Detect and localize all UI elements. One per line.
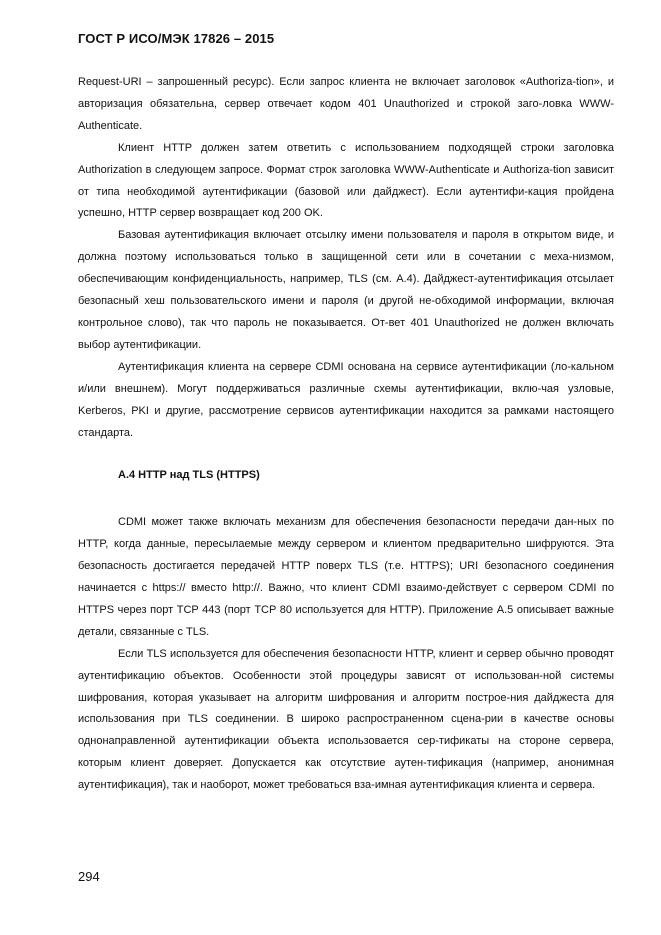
paragraph-tls-usage: Если TLS используется для обеспечения безопасности HTTP, клиент и сервер обычно проводят аутентификацию объектов. Особенности этой процедуры зависят от использован-ной системы шифрования, которая указывает на алгоритм шифрования и алгоритм построе-ния дайджеста для использования при TLS соединении. В широко распространенном сцена-рии в качестве основы однонаправленной аутентификации объекта использовается сер-тификаты на стороне сервера, которым клиент доверяет. Допускается как отсутствие аутен-тификация (например, анонимная аутентификация), так и наоборот, может требоваться вза-имная аутентификация клиента и сервера. (78, 647, 614, 792)
section-heading: A.4 HTTP над TLS (HTTPS) (118, 469, 260, 482)
paragraph-basic-auth: Базовая аутентификация включает отсылку имени пользователя и пароля в открытом виде, и должна поэтому использоваться только в защищенной сети или в сочетании с меха-низмом, обеспечивающим конфиденциальность, например, TLS (см. A.4). Дайджест-аутентификация отсылает безопасный хеш пользовательского имени и пароля (и другой не-обходимой информации, включая контрольное слово), так что пароль не показывается. От-вет 401 Unauthorized не должен включать выбор аутентификации. (78, 229, 614, 351)
page-number: 294 (78, 869, 100, 884)
document-body (78, 72, 614, 797)
paragraph-request-uri: Request-URI – запрошенный ресурс). Если запрос клиента не включает заголовок «Authoriza-tion», и авторизация обязательна, сервер отвечает кодом 401 Unauthorized и строкой заго-ловка WWW-Authenticate. (78, 76, 614, 132)
document-header: ГОСТ Р ИСО/МЭК 17826 – 2015 (78, 31, 275, 46)
paragraph-http-client: Клиент HTTP должен затем ответить с использованием подходящей строки заголовка Authorization в следующем запросе. Формат строк заголовка WWW-Authenticate и Authoriza-tion зависит от типа необходимой аутентификации (базовой или дайджест). Если аутентифи-кация пройдена успешно, HTTP сервер возвращает код 200 OK. (78, 141, 614, 220)
paragraph-cdmi-https: CDMI может также включать механизм для обеспечения безопасности передачи дан-ных по HTTP, когда данные, пересылаемые между сервером и клиентом предварительно шифруются. Эта безопасность достигается передачей HTTP поверх TLS (т.е. HTTPS); URI безопасного соединения начинается с https:// вместо http://. Важно, что клиент CDMI взаимо-действует с сервером CDMI по HTTPS через порт TCP 443 (порт TCP 80 используется для HTTP). Приложение A.5 описывает важные детали, связанные с TLS. (78, 516, 614, 638)
paragraph-cdmi-auth: Аутентификация клиента на сервере CDMI основана на сервисе аутентификации (ло-кальном и/или внешнем). Могут поддерживаться различные схемы аутентификации, вклю-чая узловые, Kerberos, PKI и другие, рассмотрение сервисов аутентификации находится за рамками настоящего стандарта. (78, 360, 614, 439)
